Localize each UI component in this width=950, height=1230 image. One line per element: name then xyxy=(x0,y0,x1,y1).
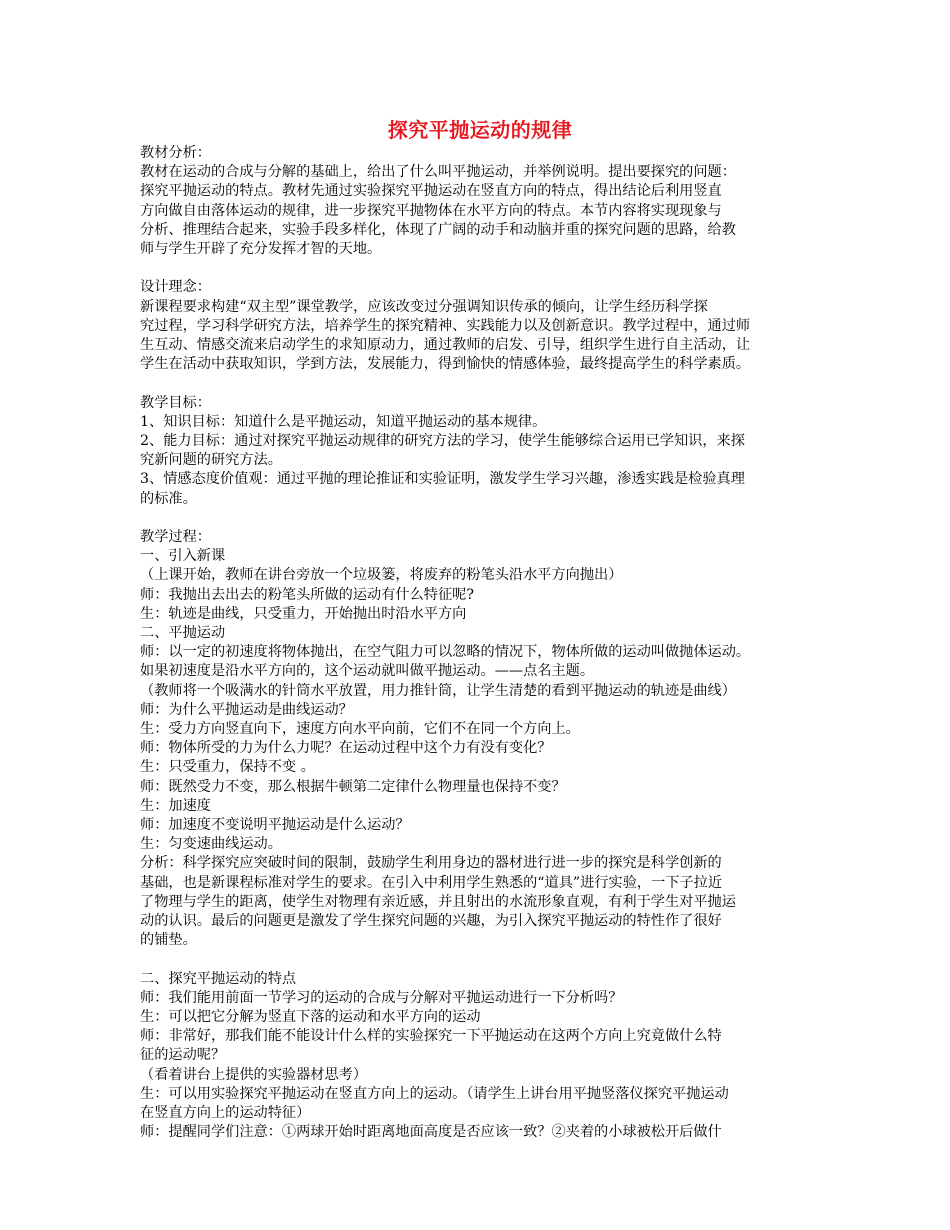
blank-line xyxy=(140,509,820,528)
text-line: 如果初速度是沿水平方向的，这个运动就叫做平抛运动。——点名主题。 xyxy=(140,663,595,680)
text-line: 生：可以把它分解为竖直下落的运动和水平方向的运动 xyxy=(140,1009,481,1026)
text-line: 生：受力方向竖直向下，速度方向水平向前，它们不在同一个方向上。 xyxy=(140,721,580,738)
text-line: 1、知识目标：知道什么是平抛运动，知道平抛运动的基本规律。 xyxy=(140,413,547,430)
text-line: 生互动、情感交流来启动学生的求知原动力，通过教师的启发、引导，组织学生进行自主活动，让 xyxy=(140,337,751,354)
blank-line xyxy=(140,950,820,969)
text-line: 征的运动呢？ xyxy=(140,1047,226,1064)
text-line: 基础，也是新课程标准对学生的要求。在引入中利用学生熟悉的“道具”进行实验，一下子拉近 xyxy=(140,874,723,891)
text-line: 二、平抛运动 xyxy=(140,625,226,642)
text-line: 师：加速度不变说明平抛运动是什么运动？ xyxy=(140,817,410,834)
text-line: 师：既然受力不变，那么根据牛顿第二定律什么物理量也保持不变？ xyxy=(140,778,566,795)
text-line: 的铺垫。 xyxy=(140,932,197,949)
document-page xyxy=(140,118,820,1143)
text-line: 生：加速度 xyxy=(140,797,211,814)
text-line: 师与学生开辟了充分发挥才智的天地。 xyxy=(140,241,382,258)
text-line: 设计理念： xyxy=(140,279,211,296)
text-line: 教学过程： xyxy=(140,529,211,546)
blank-line xyxy=(140,374,820,393)
text-line: 2、能力目标：通过对探究平抛运动规律的研究方法的学习，使学生能够综合运用已学知识，来探 xyxy=(140,433,745,450)
text-line: 分析：科学探究应突破时间的限制，鼓励学生利用身边的器材进行进一步的探究是科学创新的 xyxy=(140,855,722,872)
text-line: 究过程，学习科学研究方法，培养学生的探究精神、实践能力以及创新意识。教学过程中，通过师 xyxy=(140,317,751,334)
text-line: 究新问题的研究方法。 xyxy=(140,452,282,469)
text-line: 方向做自由落体运动的规律，进一步探究平抛物体在水平方向的特点。本节内容将实现现象与 xyxy=(140,202,722,219)
text-line: 新课程要求构建“双主型”课堂教学，应该改变过分强调知识传承的倾向，让学生经历科学探 xyxy=(140,298,708,315)
text-line: 师：以一定的初速度将物体抛出，在空气阻力可以忽略的情况下，物体所做的运动叫做抛体运动。 xyxy=(140,644,751,661)
text-line: 生：轨迹是曲线，只受重力，开始抛出时沿水平方向 xyxy=(140,605,467,622)
text-line: 师：我们能用前面一节学习的运动的合成与分解对平抛运动进行一下分析吗？ xyxy=(140,989,623,1006)
text-line: 探究平抛运动的特点。教材先通过实验探究平抛运动在竖直方向的特点，得出结论后利用竖直 xyxy=(140,183,722,200)
text-line: 师：我抛出去出去的粉笔头所做的运动有什么特征呢? xyxy=(140,586,474,603)
text-line: 师：物体所受的力为什么力呢？在运动过程中这个力有没有变化？ xyxy=(140,740,552,757)
text-line: 的标准。 xyxy=(140,490,197,507)
text-line: 一、引入新课 xyxy=(140,548,226,565)
text-line: （教师将一个吸满水的针筒水平放置，用力推针筒，让学生清楚的看到平抛运动的轨迹是曲线） xyxy=(140,682,736,699)
document-title: 探究平抛运动的规律 xyxy=(387,118,573,142)
document-body xyxy=(140,144,820,1143)
text-line: 生：只受重力，保持不变 。 xyxy=(140,759,315,776)
blank-line xyxy=(140,259,820,278)
text-line: 在竖直方向上的运动特征） xyxy=(140,1105,311,1122)
text-line: 分析、推理结合起来，实验手段多样化，体现了广阔的动手和动脑并重的探究问题的思路，给教 xyxy=(140,221,736,238)
text-line: 教学目标： xyxy=(140,394,211,411)
text-line: 教材分析： xyxy=(140,145,211,161)
text-line: 了物理与学生的距离，使学生对物理有亲近感，并且射出的水流形象直观，有利于学生对平抛运 xyxy=(140,893,736,910)
text-line: 生：匀变速曲线运动。 xyxy=(140,836,282,853)
text-line: 学生在活动中获取知识，学到方法，发展能力，得到愉快的情感体验，最终提高学生的科学素质。 xyxy=(140,356,751,373)
text-line: 二、探究平抛运动的特点 xyxy=(140,970,297,987)
text-line: （看着讲台上提供的实验器材思考） xyxy=(140,1066,368,1083)
text-line: 师：为什么平抛运动是曲线运动？ xyxy=(140,701,353,718)
text-line: 动的认识。最后的问题更是激发了学生探究问题的兴趣，为引入探究平抛运动的特性作了很好 xyxy=(140,913,722,930)
text-line: 教材在运动的合成与分解的基础上，给出了什么叫平抛运动，并举例说明。提出要探究的问题： xyxy=(140,164,736,181)
text-line: 师：提醒同学们注意：①两球开始时距离地面高度是否应该一致？②夹着的小球被松开后做什 xyxy=(140,1124,722,1141)
text-line: 师：非常好，那我们能不能设计什么样的实验探究一下平抛运动在这两个方向上究竟做什么特 xyxy=(140,1028,722,1045)
text-line: 生：可以用实验探究平抛运动在竖直方向上的运动。（请学生上讲台用平抛竖落仪探究平抛运动 xyxy=(140,1085,729,1102)
text-line: 3、情感态度价值观：通过平抛的理论推证和实验证明，激发学生学习兴趣，渗透实践是检验真理 xyxy=(140,471,745,488)
text-line: （上课开始，教师在讲台旁放一个垃圾篓，将废弃的粉笔头沿水平方向抛出） xyxy=(140,567,623,584)
